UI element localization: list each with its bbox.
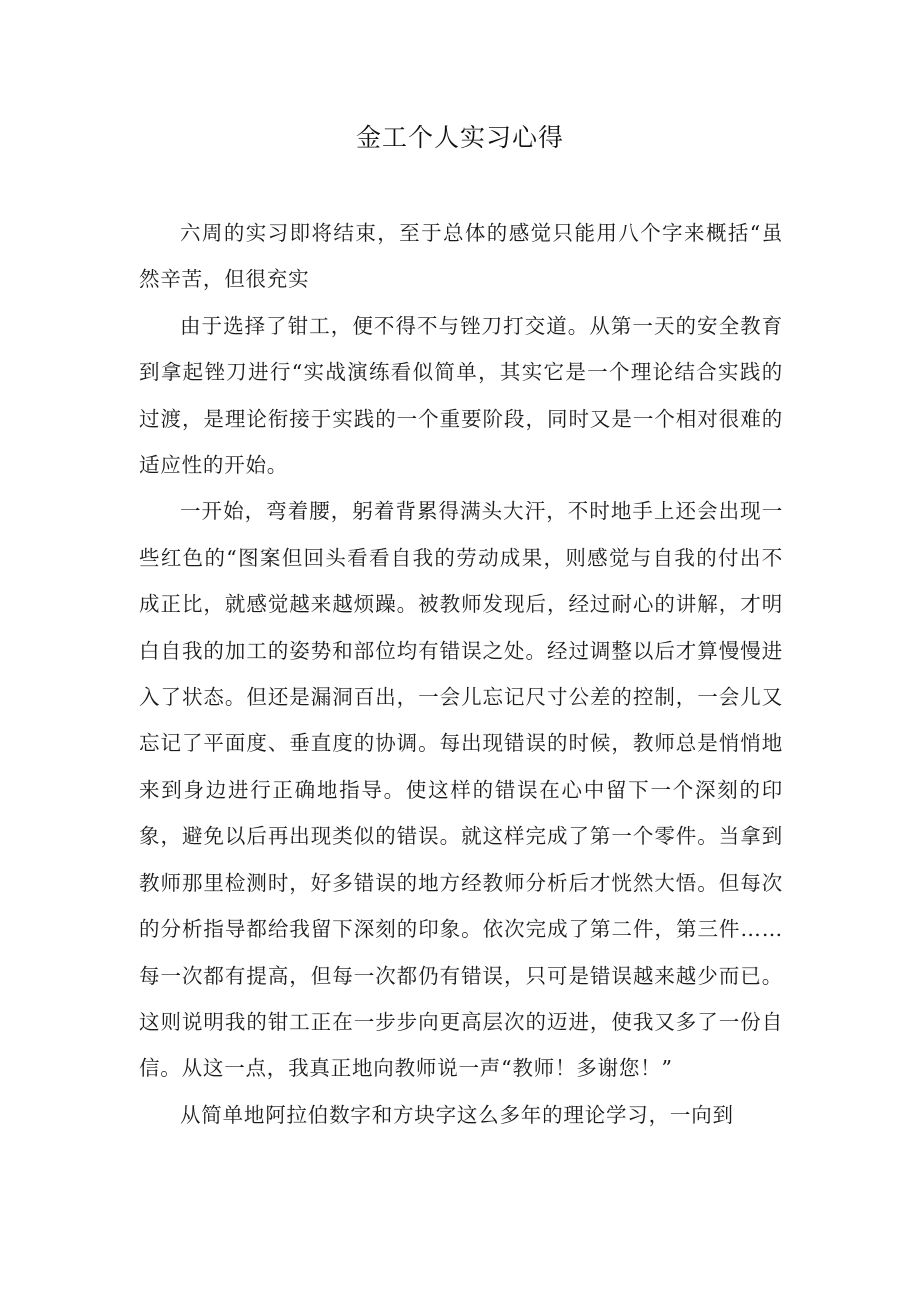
document-title: 金工个人实习心得 <box>355 123 564 152</box>
document-body <box>139 210 783 1138</box>
paragraph-2: 由于选择了钳工，便不得不与锉刀打交道。从第一天的安全教育到拿起锉刀进行“实战演练看似简单，其实它是一个理论结合实践的过渡，是理论衔接于实践的一个重要阶段，同时又是一个相对很难的适应性的开始。 <box>139 313 783 478</box>
paragraph-1: 六周的实习即将结束，至于总体的感觉只能用八个字来概括“虽然辛苦，但很充实 <box>139 221 783 292</box>
paragraph-3: 一开始，弯着腰，躬着背累得满头大汗，不时地手上还会出现一些红色的“图案但回头看看自我的劳动成果，则感觉与自我的付出不成正比，就感觉越来越烦躁。被教师发现后，经过耐心的讲解，才明白自我的加工的姿势和部位均有错误之处。经过调整以后才算慢慢进入了状态。但还是漏洞百出，一会儿忘记尺寸公差的控制，一会儿又忘记了平面度、垂直度的协调。每出现错误的时候，教师总是悄悄地来到身边进行正确地指导。使这样的错误在心中留下一个深刻的印象，避免以后再出现类似的错误。就这样完成了第一个零件。当拿到教师那里检测时，好多错误的地方经教师分析后才恍然大悟。但每次的分析指导都给我留下深刻的印象。依次完成了第二件，第三件……每一次都有提高，但每一次都仍有错误，只可是错误越来越少而已。这则说明我的钳工正在一步步向更高层次的迈进，使我又多了一份自信。从这一点，我真正地向教师说一声“教师！多谢您！” <box>139 499 783 1081</box>
paragraph-4: 从简单地阿拉伯数字和方块字这么多年的理论学习，一向到 <box>180 1102 734 1127</box>
